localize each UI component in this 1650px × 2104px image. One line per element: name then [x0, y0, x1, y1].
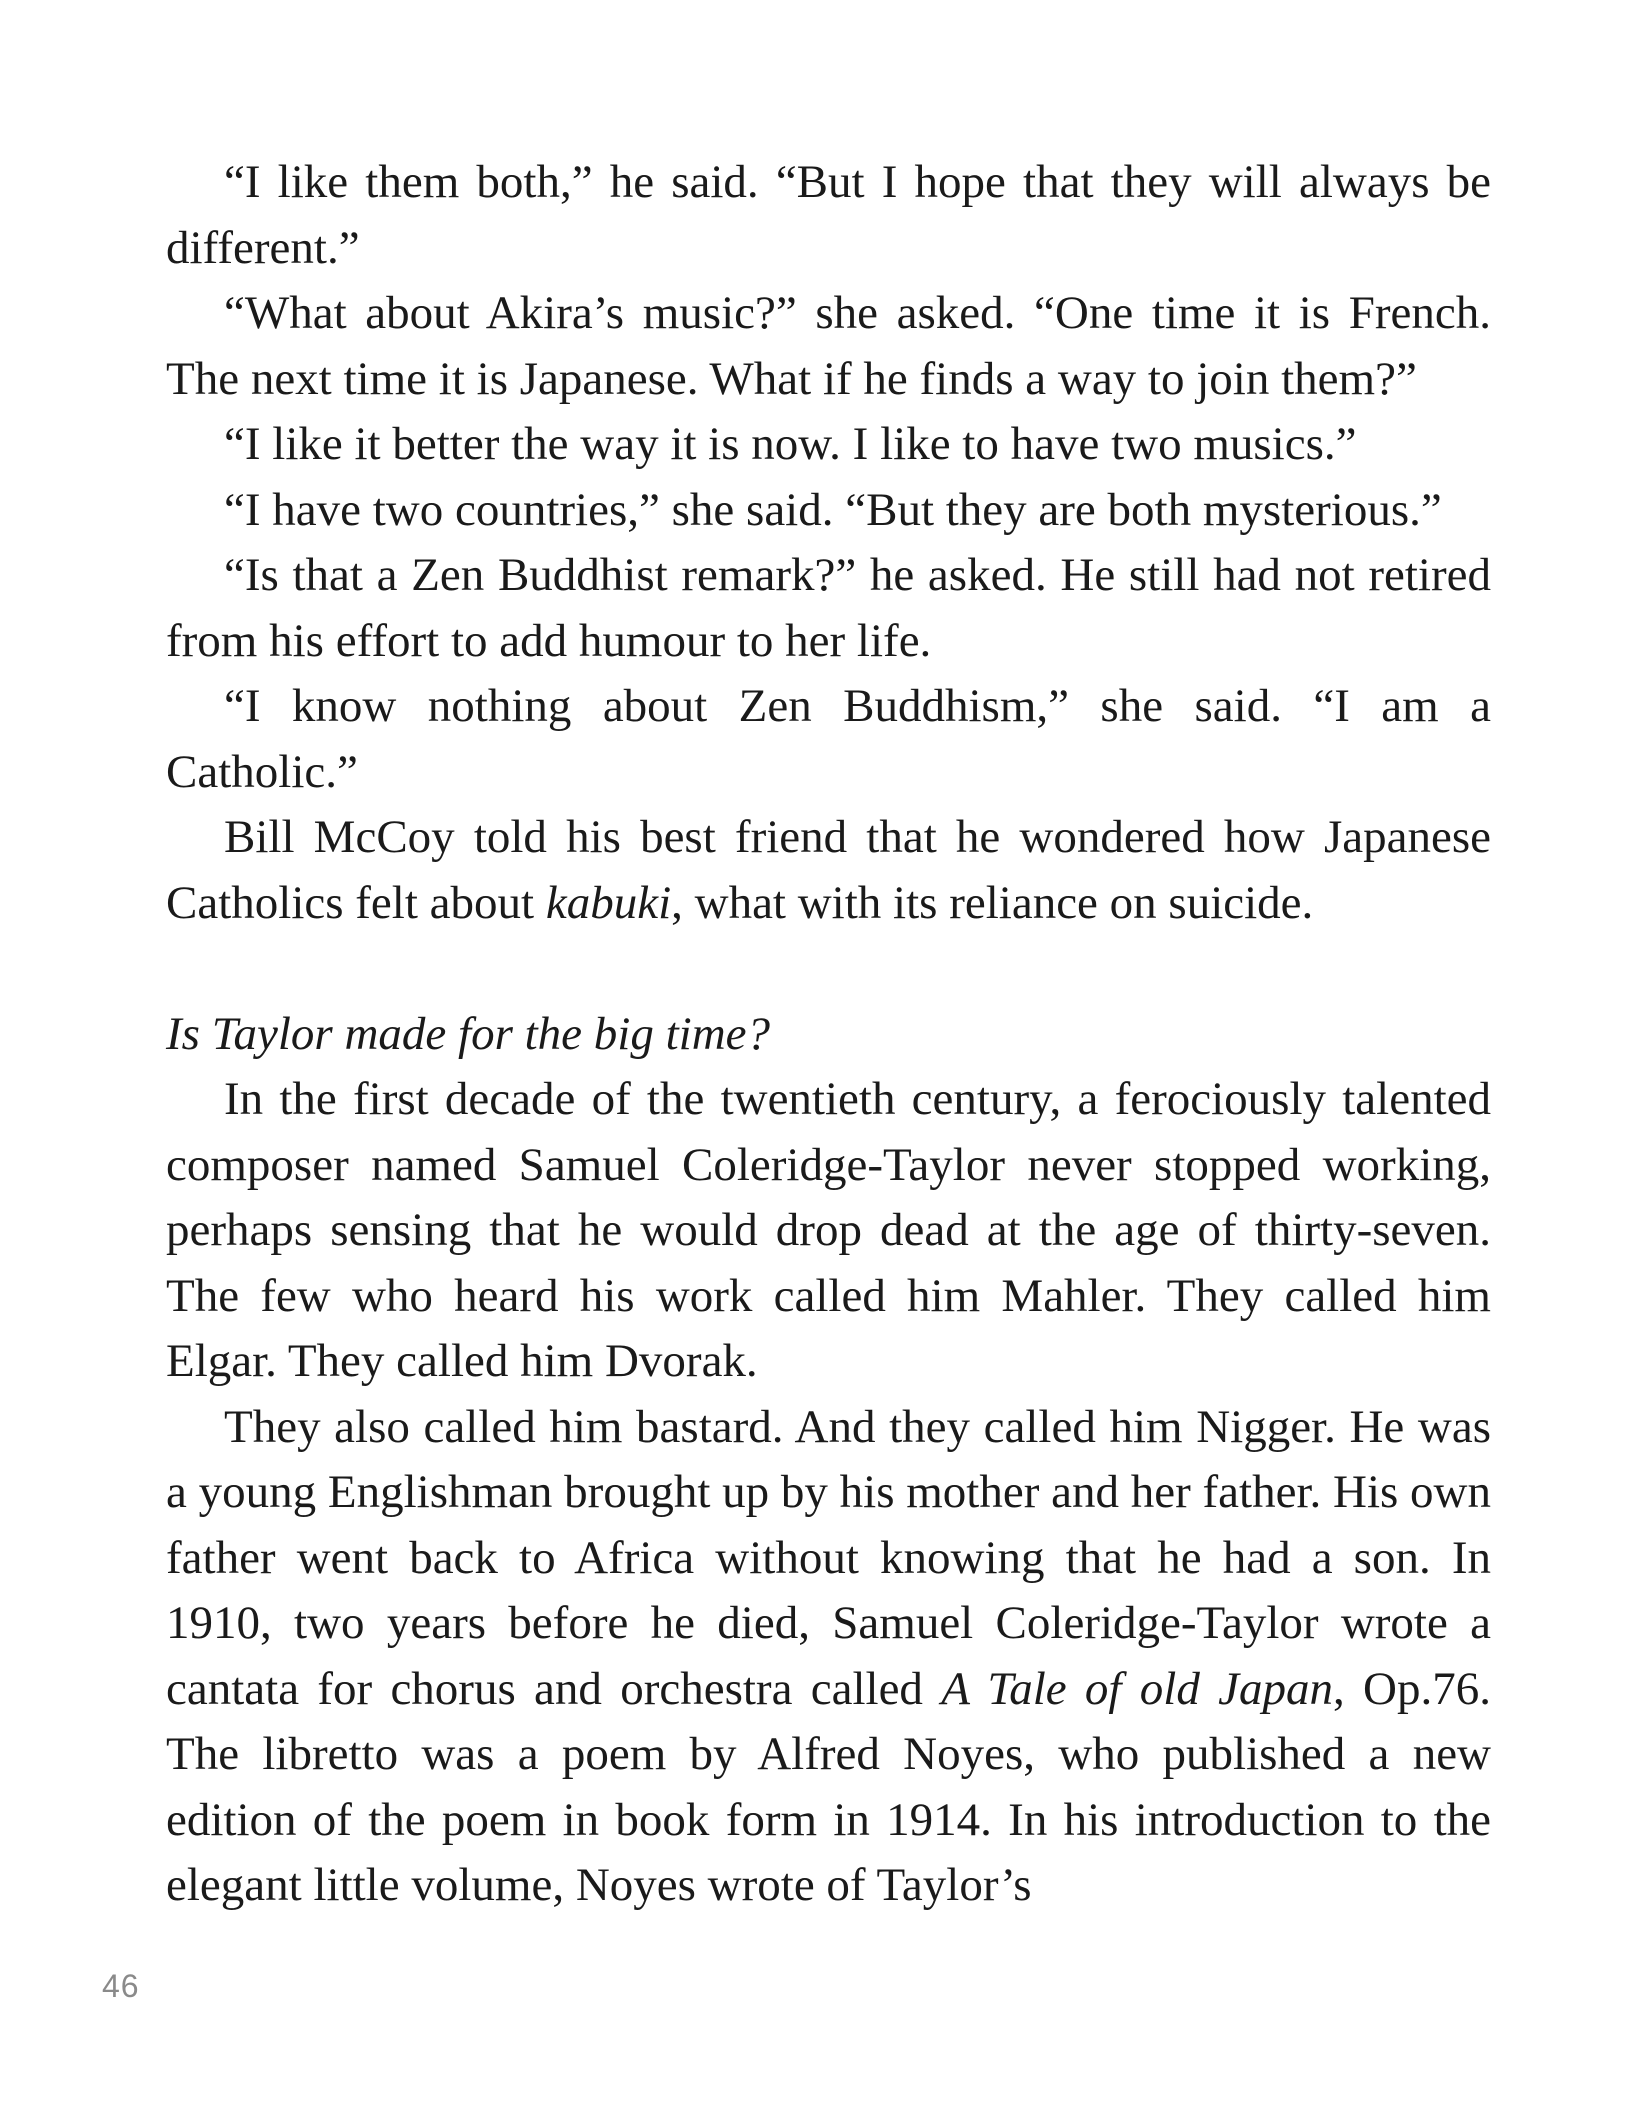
section-break	[166, 936, 1491, 1002]
paragraph-two-musics: “I like it better the way it is now. I like to have two musics.”	[224, 418, 1357, 470]
paragraph-first-decade: In the first decade of the twentieth century, a ferociously talented composer named Samuel Coleridge-Taylor never stopped working, perhaps sensing that he would drop dead at the age of thirty-seven. The few who heard his work called him Mahler. They called him Elgar. They called him Dvorak.	[166, 1073, 1491, 1387]
paragraph-kabuki	[166, 805, 1491, 936]
kabuki-text-after: , what with its reliance on suicide.	[671, 876, 1314, 929]
also-called-text-before: They also called him bastard. And they called him Nigger. He was a young Englishman brought up by his mother and her father. His own father went back to Africa without knowing that he had a son. In 1910, two years before he died, Samuel Coleridge-Taylor wrote a cantata for chorus and orchestra called	[166, 1400, 1491, 1715]
page-number: 46	[102, 1968, 140, 2004]
kabuki-text-before: Bill McCoy told his best friend that he wondered how Japanese Catholics felt about	[166, 811, 1491, 929]
paragraph-also-called	[166, 1395, 1491, 1919]
body-text	[166, 150, 1491, 1919]
tale-of-old-japan-title: A Tale of old Japan	[941, 1662, 1333, 1715]
paragraph-zen-remark: “Is that a Zen Buddhist remark?” he asked. He still had not retired from his effort to add humour to her life.	[166, 549, 1491, 667]
paragraph-two-countries: “I have two countries,” she said. “But they are both mysterious.”	[224, 483, 1442, 536]
kabuki-italic: kabuki	[545, 876, 672, 929]
also-called-text-after: , Op.76. The libretto was a poem by Alfred Noyes, who published a new edition of the poem in book form in 1914. In his introduction to the elegant little volume, Noyes wrote of Taylor’s	[166, 1662, 1491, 1911]
paragraph-like-them-both: “I like them both,” he said. “But I hope that they will always be different.”	[166, 156, 1491, 274]
paragraph-catholic: “I know nothing about Zen Buddhism,” she said. “I am a Catholic.”	[166, 680, 1491, 798]
paragraph-akira-music: “What about Akira’s music?” she asked. “One time it is French. The next time it is Japanese. What if he finds a way to join them?”	[166, 287, 1491, 405]
section-heading: Is Taylor made for the big time?	[166, 1007, 771, 1060]
